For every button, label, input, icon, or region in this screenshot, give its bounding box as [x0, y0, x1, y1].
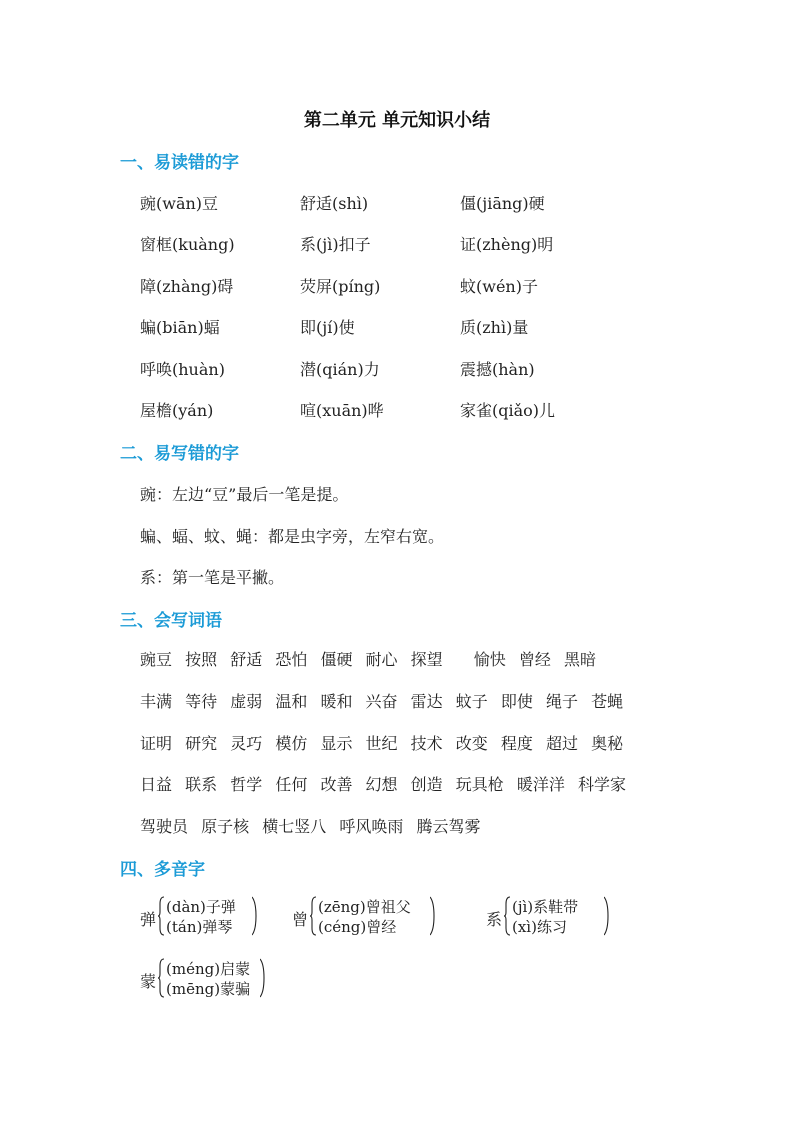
- misread-cell: 呼唤(huàn): [140, 360, 225, 379]
- vocab-word: 幻想: [365, 775, 398, 794]
- right-paren-icon: [252, 896, 257, 936]
- vocab-word: 虚弱: [230, 692, 263, 711]
- vocab-word: 僵硬: [320, 650, 353, 669]
- polyphone-char: 系: [486, 910, 503, 929]
- vocab-word: 日益: [140, 775, 173, 794]
- polyphone-reading: (mēng)蒙骗: [166, 980, 251, 998]
- misread-cell: 豌(wān)豆: [140, 194, 219, 213]
- vocab-word: 联系: [185, 775, 218, 794]
- miswritten-note: 蝙、蝠、蚊、蝇：都是虫字旁，左窄右宽。: [140, 527, 445, 546]
- vocab-word: 黑暗: [563, 650, 596, 669]
- vocab-word: 雷达: [410, 692, 443, 711]
- page-title: 第二单元 单元知识小结: [303, 110, 491, 131]
- vocab-word: 哲学: [230, 775, 263, 794]
- misread-cell: 蚊(wén)子: [460, 277, 538, 296]
- vocab-word: 暖洋洋: [516, 775, 565, 794]
- vocab-word: 丰满: [140, 692, 173, 711]
- misread-cell: 窗框(kuàng): [140, 235, 235, 254]
- misread-cell: 系(jì)扣子: [300, 235, 371, 254]
- misread-cell: 证(zhèng)明: [460, 235, 554, 254]
- misread-cell: 即(jí)使: [300, 318, 355, 337]
- misread-cell: 潜(qián)力: [300, 360, 380, 379]
- polyphone-reading: (tán)弹琴: [166, 918, 233, 936]
- polyphone-reading: (dàn)子弹: [166, 898, 236, 916]
- polyphone-reading: (céng)曾经: [318, 918, 397, 936]
- vocab-word: 玩具枪: [455, 775, 504, 794]
- vocab-word: 技术: [410, 734, 443, 753]
- vocab-word: 证明: [140, 734, 173, 753]
- vocab-word: 苍蝇: [591, 692, 624, 711]
- vocab-word: 显示: [320, 734, 353, 753]
- vocab-word: 兴奋: [365, 692, 398, 711]
- polyphone-reading: (méng)启蒙: [166, 960, 251, 978]
- right-paren-icon: [604, 896, 609, 936]
- section-heading-misread: 一、易读错的字: [120, 153, 239, 173]
- miswritten-note: 系：第一笔是平撇。: [140, 568, 285, 587]
- vocab-line: [140, 772, 634, 795]
- vocab-word: 曾经: [518, 650, 551, 669]
- vocab-word: 模仿: [275, 734, 308, 753]
- vocab-word: 即使: [500, 692, 533, 711]
- vocab-word: 温和: [275, 692, 308, 711]
- misread-cell: 障(zhàng)碍: [140, 277, 234, 296]
- vocab-line: [140, 814, 488, 837]
- vocab-line: [140, 647, 604, 670]
- left-brace-icon: [158, 958, 164, 998]
- misread-cell: 舒适(shì): [300, 194, 369, 213]
- left-brace-icon: [310, 896, 316, 936]
- misread-cell: 屋檐(yán): [140, 401, 214, 420]
- misread-cell: 僵(jiāng)硬: [460, 194, 545, 213]
- vocab-line: [140, 731, 631, 754]
- vocab-word: 等待: [185, 692, 218, 711]
- polyphone-reading: (xì)练习: [512, 918, 567, 936]
- vocab-word: 舒适: [230, 650, 263, 669]
- left-brace-icon: [158, 896, 164, 936]
- misread-cell: 荧屏(píng): [300, 277, 381, 296]
- vocab-word: 奥秘: [591, 734, 624, 753]
- vocab-word: 按照: [185, 650, 218, 669]
- vocab-word: 科学家: [577, 775, 626, 794]
- vocab-word: 绳子: [545, 692, 578, 711]
- vocab-word: 愉快: [473, 650, 506, 669]
- misread-cell: 质(zhì)量: [460, 318, 529, 337]
- vocab-word: 暖和: [320, 692, 353, 711]
- misread-cell: 蝙(biān)蝠: [140, 318, 220, 337]
- polyphone-group: [140, 896, 270, 938]
- vocab-word: 横七竖八: [262, 817, 327, 836]
- vocab-word: 程度: [500, 734, 533, 753]
- vocab-word: 驾驶员: [140, 817, 189, 836]
- section-heading-miswritten: 二、易写错的字: [120, 444, 239, 464]
- misread-cell: 喧(xuān)哗: [300, 401, 384, 420]
- vocab-word: 腾云驾雾: [416, 817, 481, 836]
- vocab-word: 呼风唤雨: [339, 817, 404, 836]
- polyphone-char: 蒙: [140, 972, 157, 991]
- misread-cell: 震撼(hàn): [460, 360, 535, 379]
- right-paren-icon: [430, 896, 435, 936]
- misread-cell: 家雀(qiǎo)儿: [460, 401, 556, 420]
- left-brace-icon: [504, 896, 510, 936]
- vocab-word: 蚊子: [455, 692, 488, 711]
- polyphone-reading: (zēng)曾祖父: [318, 898, 411, 916]
- vocab-word: 改变: [455, 734, 488, 753]
- vocab-word: 灵巧: [230, 734, 263, 753]
- polyphone-char: 弹: [140, 910, 157, 929]
- vocab-word: 世纪: [365, 734, 398, 753]
- vocab-word: 探望: [410, 650, 443, 669]
- section-heading-vocabulary: 三、会写词语: [120, 611, 222, 631]
- vocab-word: 耐心: [365, 650, 398, 669]
- right-paren-icon: [260, 958, 265, 998]
- vocab-word: 任何: [275, 775, 308, 794]
- vocab-word: 研究: [185, 734, 218, 753]
- vocab-word: 改善: [320, 775, 353, 794]
- vocab-word: 超过: [545, 734, 578, 753]
- polyphone-group: [292, 896, 442, 938]
- polyphone-char: 曾: [292, 910, 309, 929]
- vocab-word: 恐怕: [275, 650, 308, 669]
- polyphone-reading: (jì)系鞋带: [512, 898, 579, 916]
- vocab-word: 豌豆: [140, 650, 173, 669]
- vocab-line: [140, 689, 631, 712]
- polyphone-group: [486, 896, 616, 938]
- vocab-word: 原子核: [201, 817, 250, 836]
- section-heading-polyphonic: 四、多音字: [120, 860, 205, 880]
- polyphone-group: [140, 958, 280, 1000]
- vocab-word: 创造: [410, 775, 443, 794]
- miswritten-note: 豌：左边“豆”最后一笔是提。: [140, 485, 349, 504]
